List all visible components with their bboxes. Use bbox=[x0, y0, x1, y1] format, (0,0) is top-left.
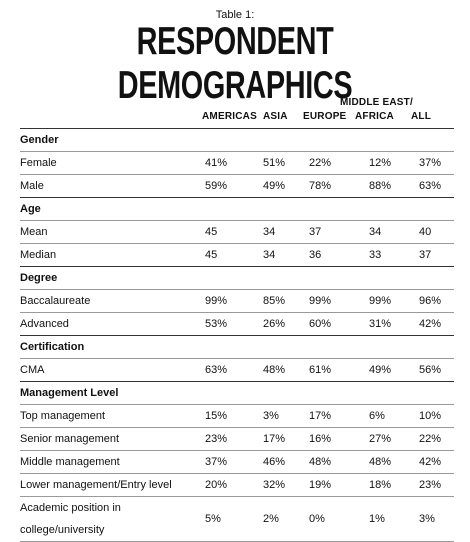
row-label: Median bbox=[20, 249, 57, 261]
section-label: Gender bbox=[20, 134, 59, 146]
cell-all: 3% bbox=[419, 513, 435, 525]
cell-europe: 16% bbox=[309, 433, 332, 445]
cell-all: 96% bbox=[419, 295, 442, 307]
cell-middle-east-africa: 6% bbox=[369, 410, 385, 422]
cell-middle-east-africa: 31% bbox=[369, 318, 392, 330]
cell-middle-east-africa: 12% bbox=[369, 157, 392, 169]
cell-americas: 15% bbox=[205, 410, 228, 422]
row-label: Advanced bbox=[20, 318, 69, 330]
cell-americas: 45 bbox=[205, 226, 218, 238]
table-row bbox=[20, 451, 454, 474]
cell-middle-east-africa: 49% bbox=[369, 364, 392, 376]
section-label: Degree bbox=[20, 272, 58, 284]
cell-asia: 2% bbox=[263, 513, 279, 525]
cell-americas: 99% bbox=[205, 295, 228, 307]
section-label: Management Level bbox=[20, 387, 119, 399]
section-header-row bbox=[20, 129, 454, 152]
column-header-asia: ASIA bbox=[263, 111, 288, 122]
cell-asia: 34 bbox=[263, 249, 276, 261]
cell-all: 37% bbox=[419, 157, 442, 169]
cell-europe: 78% bbox=[309, 180, 332, 192]
table-row bbox=[20, 175, 454, 198]
row-label: Mean bbox=[20, 226, 48, 238]
cell-asia: 34 bbox=[263, 226, 276, 238]
cell-asia: 49% bbox=[263, 180, 286, 192]
section-header-row bbox=[20, 382, 454, 405]
cell-americas: 20% bbox=[205, 479, 228, 491]
cell-all: 63% bbox=[419, 180, 442, 192]
cell-all: 10% bbox=[419, 410, 442, 422]
cell-europe: 61% bbox=[309, 364, 332, 376]
cell-americas: 41% bbox=[205, 157, 228, 169]
cell-middle-east-africa: 27% bbox=[369, 433, 392, 445]
cell-middle-east-africa: 1% bbox=[369, 513, 385, 525]
cell-americas: 23% bbox=[205, 433, 228, 445]
cell-asia: 3% bbox=[263, 410, 279, 422]
cell-all: 40 bbox=[419, 226, 432, 238]
cell-all: 56% bbox=[419, 364, 442, 376]
section-header-row bbox=[20, 267, 454, 290]
cell-europe: 37 bbox=[309, 226, 322, 238]
cell-middle-east-africa: 48% bbox=[369, 456, 392, 468]
column-header-middle-east-africa-line1: MIDDLE EAST/ bbox=[340, 97, 413, 108]
table-row bbox=[20, 313, 454, 336]
cell-asia: 48% bbox=[263, 364, 286, 376]
column-header-all: ALL bbox=[411, 111, 432, 122]
page-title: RESPONDENT DEMOGRAPHICS bbox=[117, 20, 353, 107]
cell-all: 37 bbox=[419, 249, 432, 261]
column-header-europe: EUROPE bbox=[303, 111, 347, 122]
table-caption: Table 1: bbox=[215, 9, 255, 21]
column-header-americas: AMERICAS bbox=[202, 111, 257, 122]
table-row bbox=[20, 359, 454, 382]
cell-europe: 22% bbox=[309, 157, 332, 169]
table-row bbox=[20, 405, 454, 428]
cell-europe: 60% bbox=[309, 318, 332, 330]
table-row bbox=[20, 152, 454, 175]
cell-asia: 26% bbox=[263, 318, 286, 330]
cell-europe: 36 bbox=[309, 249, 322, 261]
cell-all: 22% bbox=[419, 433, 442, 445]
cell-europe: 48% bbox=[309, 456, 332, 468]
cell-europe: 0% bbox=[309, 513, 325, 525]
table-row bbox=[20, 474, 454, 497]
section-label: Age bbox=[20, 203, 41, 215]
cell-all: 23% bbox=[419, 479, 442, 491]
cell-asia: 32% bbox=[263, 479, 286, 491]
table-row bbox=[20, 244, 454, 267]
cell-americas: 37% bbox=[205, 456, 228, 468]
row-label: Senior management bbox=[20, 433, 120, 445]
cell-asia: 17% bbox=[263, 433, 286, 445]
cell-americas: 53% bbox=[205, 318, 228, 330]
demographics-table bbox=[20, 128, 454, 542]
table-row bbox=[20, 290, 454, 313]
table-row bbox=[20, 428, 454, 451]
cell-middle-east-africa: 33 bbox=[369, 249, 382, 261]
section-header-row bbox=[20, 336, 454, 359]
row-label: CMA bbox=[20, 364, 45, 376]
column-header-middle-east-africa-line2: AFRICA bbox=[355, 111, 394, 122]
cell-middle-east-africa: 18% bbox=[369, 479, 392, 491]
cell-americas: 63% bbox=[205, 364, 228, 376]
cell-all: 42% bbox=[419, 456, 442, 468]
row-label: Male bbox=[20, 180, 44, 192]
cell-all: 42% bbox=[419, 318, 442, 330]
row-label: Baccalaureate bbox=[20, 295, 91, 307]
row-label: Middle management bbox=[20, 456, 120, 468]
cell-europe: 17% bbox=[309, 410, 332, 422]
cell-europe: 99% bbox=[309, 295, 332, 307]
cell-americas: 5% bbox=[205, 513, 221, 525]
cell-middle-east-africa: 34 bbox=[369, 226, 382, 238]
section-header-row bbox=[20, 198, 454, 221]
row-label: Lower management/Entry level bbox=[20, 479, 172, 491]
table-row bbox=[20, 221, 454, 244]
section-label: Certification bbox=[20, 341, 85, 353]
table-row bbox=[20, 497, 454, 542]
row-label: Academic position in college/university bbox=[20, 502, 121, 536]
cell-europe: 19% bbox=[309, 479, 332, 491]
cell-americas: 45 bbox=[205, 249, 218, 261]
cell-asia: 51% bbox=[263, 157, 286, 169]
cell-asia: 46% bbox=[263, 456, 286, 468]
row-label: Top management bbox=[20, 410, 105, 422]
cell-middle-east-africa: 88% bbox=[369, 180, 392, 192]
row-label: Female bbox=[20, 157, 57, 169]
cell-middle-east-africa: 99% bbox=[369, 295, 392, 307]
cell-asia: 85% bbox=[263, 295, 286, 307]
cell-americas: 59% bbox=[205, 180, 228, 192]
